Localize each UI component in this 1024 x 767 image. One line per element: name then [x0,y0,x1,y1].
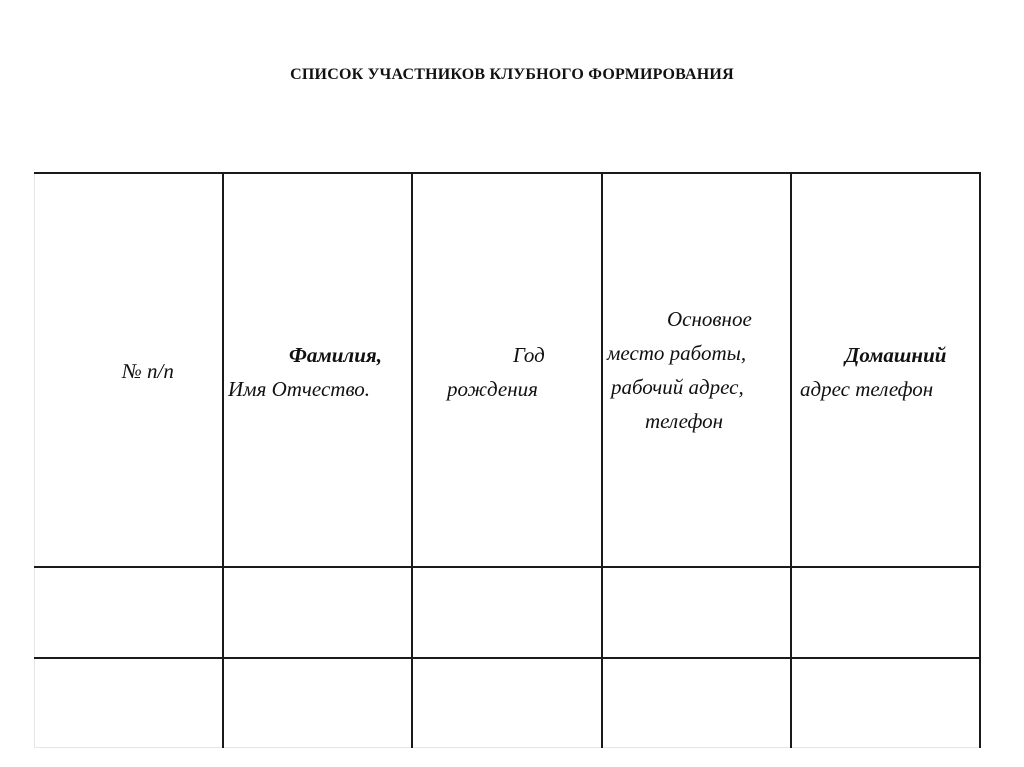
table-cell[interactable] [34,659,222,747]
header-full-name-line1: Фамилия, [289,343,382,367]
table-cell[interactable] [224,568,411,657]
header-full-name-line2: Имя Отчество. [228,377,371,401]
table-rule-top [34,172,981,174]
table-row [34,568,979,657]
header-workplace-line4: телефон [645,409,723,433]
table-cell[interactable] [603,568,790,657]
table-outline-bottom [34,747,981,748]
header-workplace-line3: рабочий адрес, [611,375,744,399]
table-row [34,659,979,747]
table-col-divider-right [979,172,981,748]
header-birth-year [413,338,598,406]
table-cell[interactable] [413,659,601,747]
page-title: СПИСОК УЧАСТНИКОВ КЛУБНОГО ФОРМИРОВАНИЯ [290,66,734,83]
header-number: № п/п [122,359,174,383]
header-workplace-line2: место работы, [607,341,747,365]
table-cell[interactable] [224,659,411,747]
participants-table [34,172,981,748]
table-cell[interactable] [413,568,601,657]
header-birth-year-line1: Год [513,343,545,367]
header-workplace [603,302,789,438]
header-home-address [792,338,978,406]
table-cell[interactable] [603,659,790,747]
header-birth-year-line2: рождения [447,377,538,401]
header-home-address-line2: адрес телефон [800,377,934,401]
header-workplace-line1: Основное [667,307,752,331]
table-cell[interactable] [792,568,979,657]
table-cell[interactable] [792,659,979,747]
table-cell[interactable] [34,568,222,657]
header-full-name [224,338,409,406]
header-home-address-line1: Домашний [845,343,947,367]
